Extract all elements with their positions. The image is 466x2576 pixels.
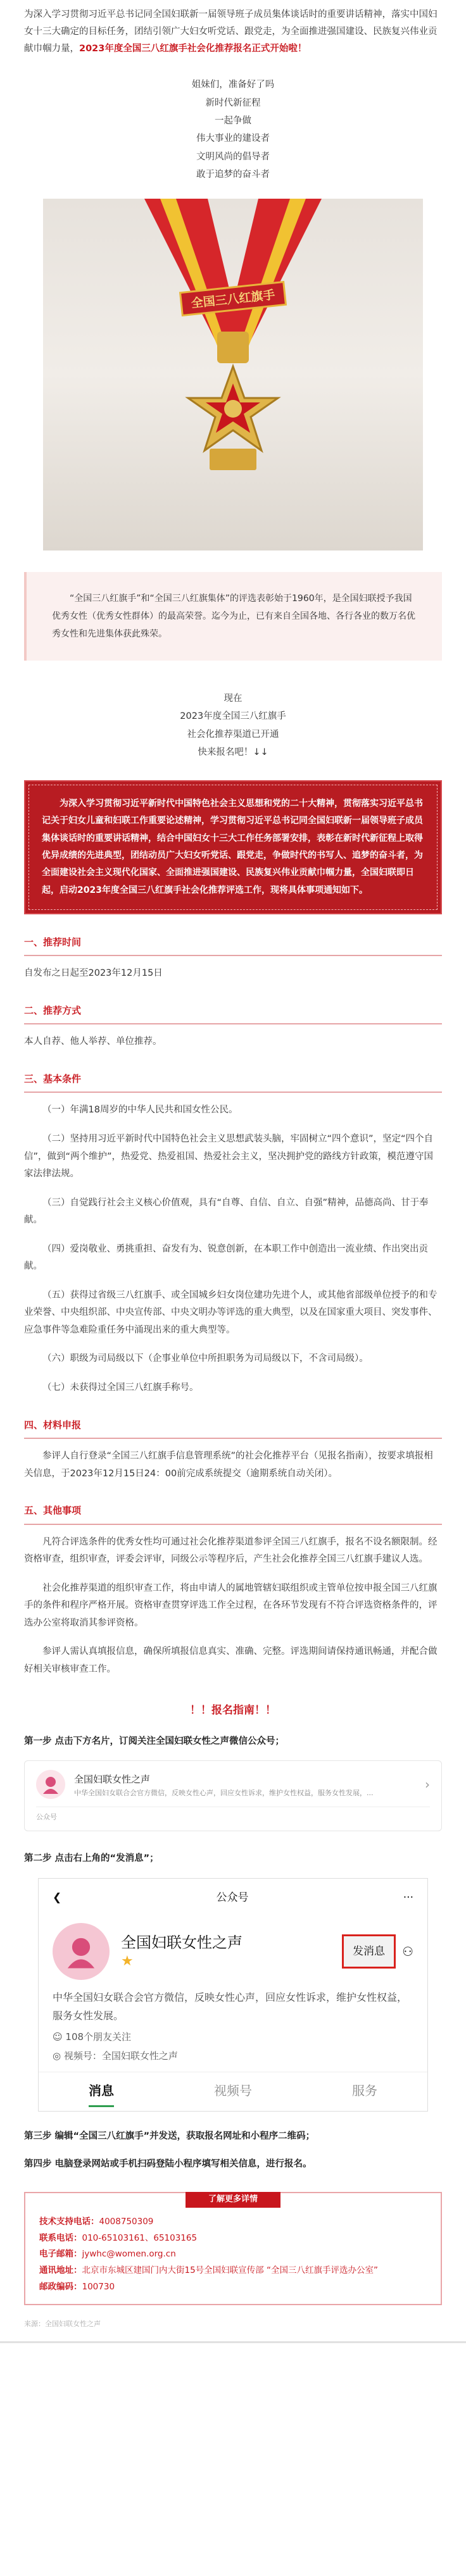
section-method xyxy=(0,1002,466,1051)
open-line: 2023年度全国三八红旗手 xyxy=(180,711,286,722)
step-one: 第一步 点击下方名片，订阅关注全国妇联女性之声微信公众号； xyxy=(24,1736,285,1746)
section-title: 四、材料申报 xyxy=(24,1419,82,1431)
poem-line: 伟大事业的建设者 xyxy=(196,134,270,144)
chevron-right-icon: › xyxy=(425,1777,430,1793)
poem-line: 文明风尚的倡导者 xyxy=(196,151,270,162)
contact-key: 联系电话： xyxy=(39,2232,82,2243)
condition-item: （七）未获得过全国三八红旗手称号。 xyxy=(42,1383,199,1393)
profile-video[interactable] xyxy=(39,2046,427,2065)
contact-row xyxy=(25,2279,441,2296)
tab-messages[interactable]: 消息 xyxy=(89,2079,114,2107)
guide-title: ！！报名指南！！ xyxy=(190,1703,276,1717)
section-title: 一、推荐时间 xyxy=(24,936,82,948)
contact-row xyxy=(25,2246,441,2263)
account-card-row xyxy=(36,1770,430,1799)
condition-item: （一）年满18周岁的中华人民共和国女性公民。 xyxy=(42,1105,238,1116)
open-line: 快来报名吧！↓↓ xyxy=(198,747,268,757)
section-divider xyxy=(24,1023,442,1024)
contact-row xyxy=(25,2231,441,2247)
contact-value[interactable]: 010-65103161、65103165 xyxy=(82,2232,198,2243)
section-paragraph: 社会化推荐渠道的组织审查工作，将由申请人的属地管辖妇联组织或主管单位按申报全国三八红旗手的条件和程序严格开展。资格审查贯穿评选工作全过程，在各环节发现有不符合评选资格条件的，评选办公室将取消其参评资格。 xyxy=(24,1583,438,1628)
section-time xyxy=(0,933,466,983)
person-settings-icon[interactable]: ⚇ xyxy=(402,1943,413,1959)
source-note: 来源：全国妇联女性之声 xyxy=(24,2320,101,2329)
poem xyxy=(0,76,466,184)
section-divider xyxy=(24,955,442,956)
account-desc: 中华全国妇女联合会官方微信，反映女性心声，回应女性诉求，维护女性权益，服务女性发展，... xyxy=(74,1789,374,1798)
section-divider xyxy=(24,1524,442,1525)
medal-icon xyxy=(179,332,287,496)
profile-avatar xyxy=(53,1923,110,1980)
open-line: 社会化推荐渠道已开通 xyxy=(187,729,279,740)
condition-item: （五）获得过省级三八红旗手、或全国城乡妇女岗位建功先进个人，或其他省部级单位授予的和专业荣誉、中央组织部、中央宣传部、中央文明办等评选的重大典型，以及在国家重大项目、突发事件、应急事件等急难险重任务中涌现出来的重大典型等。 xyxy=(24,1290,438,1335)
account-avatar xyxy=(36,1770,65,1799)
intro-paragraph xyxy=(0,0,466,57)
account-card-footer: 公众号 xyxy=(36,1807,430,1824)
wechat-profile-screenshot xyxy=(38,1878,428,2112)
tab-services[interactable]: 服务 xyxy=(352,2083,377,2099)
back-arrow-icon[interactable]: ❮ xyxy=(53,1891,62,1904)
section-paragraph: 自发布之日起至2023年12月15日 xyxy=(24,968,163,979)
female-silhouette-icon xyxy=(62,1932,100,1970)
intro-highlight: 2023年度全国三八红旗手社会化推荐报名正式开始啦！ xyxy=(79,43,307,54)
account-name: 全国妇联女性之声 xyxy=(74,1773,151,1785)
contact-value[interactable]: 4008750309 xyxy=(99,2217,154,2227)
poem-line: 新时代新征程 xyxy=(205,97,261,108)
profile-video-text: 视频号：全国妇联女性之声 xyxy=(63,2050,178,2062)
video-icon: ◎ xyxy=(53,2050,64,2062)
section-other xyxy=(0,1502,466,1678)
step-four: 第四步 电脑登录网站或手机扫码登陆小程序填写相关信息，进行报名。 xyxy=(24,2158,312,2169)
section-paragraph: 参评人需认真填报信息，确保所填报信息真实、准确、完整。评选期间请保持通讯畅通，并配合做好相关审核审查工作。 xyxy=(24,1646,438,1674)
tab-video[interactable]: 视频号 xyxy=(214,2083,252,2099)
history-quote: “全国三八红旗手”和“全国三八红旗集体”的评选表彰始于1960年，是全国妇联授予我国优秀女性（优秀女性群体）的最高荣誉。迄今为止，已有来自全国各地、各行各业的数万名优秀女性和先进集体获此殊荣。 xyxy=(24,572,442,661)
account-card-info xyxy=(74,1770,374,1799)
contact-key: 技术支持电话： xyxy=(39,2217,99,2227)
profile-account xyxy=(39,1917,427,1986)
section-divider xyxy=(24,1092,442,1093)
ribbon-text: 全国三八红旗手 xyxy=(190,288,276,311)
contact-row xyxy=(25,2214,441,2231)
contact-box xyxy=(24,2192,442,2305)
intro-text: 为深入学习贯彻习近平总书记同全国妇联新一届领导班子成员集体谈话时的重要讲话精神，落实中国妇女十三大确定的目标任务，团结引领广大妇女听党话、跟党走，为全面推进强国建设、民族复兴伟业贡献巾帼力量， xyxy=(24,9,438,54)
step-two: 第二步 点击右上角的“发消息”； xyxy=(24,1853,159,1864)
star-icon: ★ xyxy=(121,1953,134,1970)
contact-value[interactable]: jywhc@women.org.cn xyxy=(82,2249,176,2260)
profile-desc: 中华全国妇女联合会官方微信，反映女性心声，回应女性诉求，维护女性权益，服务女性发展。 xyxy=(53,1991,408,2022)
condition-item: （四）爱岗敬业、勇挑重担、奋发有为、锐意创新，在本职工作中创造出一流业绩、作出突出贡献。 xyxy=(24,1243,428,1272)
section-paragraph: 本人自荐、他人举荐、单位推荐。 xyxy=(24,1036,162,1047)
section-title: 二、推荐方式 xyxy=(24,1004,82,1016)
condition-item: （三）自觉践行社会主义核心价值观，具有“自尊、自信、自立、自强”精神，品德高尚、甘于奉献。 xyxy=(24,1197,429,1226)
contact-title: 了解更多详情 xyxy=(186,2192,280,2208)
profile-name: 全国妇联女性之声 xyxy=(121,1933,242,1951)
profile-header-title: 公众号 xyxy=(216,1891,249,1904)
poem-line: 姐妹们，准备好了吗 xyxy=(191,80,275,90)
section-title: 五、其他事项 xyxy=(24,1505,82,1517)
condition-item: （六）职级为司局级以下（企事业单位中所担职务为司局级以下，不含司局级）。 xyxy=(42,1353,368,1364)
profile-header xyxy=(39,1879,427,1917)
more-icon[interactable]: ··· xyxy=(403,1891,413,1904)
condition-item: （二）坚持用习近平新时代中国特色社会主义思想武装头脑，牢固树立“四个意识”，坚定“四个自信”，做到“两个维护”，热爱党、热爱祖国、热爱社会主义，坚决拥护党的路线方针政策，模范遵守国家法律法规。 xyxy=(24,1134,434,1179)
contact-key: 通讯地址： xyxy=(39,2265,82,2276)
profile-tabs xyxy=(39,2072,427,2111)
open-announcement xyxy=(0,690,466,761)
section-divider xyxy=(24,1438,442,1439)
section-title: 三、基本条件 xyxy=(24,1073,82,1085)
contact-key: 邮政编码： xyxy=(39,2281,82,2292)
friends-icon: ☺ xyxy=(53,2031,66,2043)
account-card[interactable] xyxy=(24,1760,442,1831)
poem-line: 一起争做 xyxy=(215,115,251,126)
section-paragraph: 参评人自行登录“全国三八红旗手信息管理系统”的社会化推荐平台（见报名指南），按要求填报相关信息，于2023年12月15日24：00前完成系统提交（逾期系统自动关闭）。 xyxy=(24,1451,433,1479)
contact-key: 电子邮箱： xyxy=(39,2249,82,2260)
profile-friends xyxy=(39,2027,427,2046)
open-line: 现在 xyxy=(224,694,242,704)
step-three: 第三步 编辑“全国三八红旗手”并发送，获取报名网址和小程序二维码； xyxy=(24,2131,315,2142)
poem-line: 敢于追梦的奋斗者 xyxy=(196,169,270,180)
section-conditions xyxy=(0,1070,466,1397)
section-paragraph: 凡符合评选条件的优秀女性均可通过社会化推荐渠道参评全国三八红旗手，报名不设名额限制。经资格审查，组织审查，评委会评审，同级公示等程序后，产生社会化推荐全国三八红旗手建议人选。 xyxy=(24,1536,438,1565)
profile-name-block xyxy=(121,1932,242,1970)
send-message-button[interactable]: 发消息 xyxy=(342,1934,396,1969)
contact-value: 100730 xyxy=(82,2281,115,2292)
bottom-divider xyxy=(0,2341,466,2343)
section-materials xyxy=(0,1416,466,1483)
contact-row xyxy=(25,2263,441,2279)
female-silhouette-icon xyxy=(40,1774,61,1795)
medal-photo xyxy=(43,199,423,551)
notice-box: 为深入学习贯彻习近平新时代中国特色社会主义思想和党的二十大精神，贯彻落实习近平总书记关于妇女儿童和妇联工作重要论述精神，学习贯彻习近平总书记同全国妇联新一届领导班子成员集体谈话时的重要讲话精神，结合中国妇女十三大工作任务部署安排，表彰在新时代新征程上取得优异成绩的先进典型，团结动员广大妇女听党话、跟党走，争做时代的书写人、追梦的奋斗者，为全面建设社会主义现代化国家、全面推进强国建设、民族复兴伟业贡献巾帼力量，全国妇联即日起，启动2023年度全国三八红旗手社会化推荐评选工作，现将具体事项通知如下。 xyxy=(24,780,442,914)
contact-value: 北京市东城区建国门内大街15号全国妇联宣传部 “全国三八红旗手评选办公室” xyxy=(82,2265,378,2276)
profile-friends-text: 108个朋友关注 xyxy=(65,2031,132,2043)
